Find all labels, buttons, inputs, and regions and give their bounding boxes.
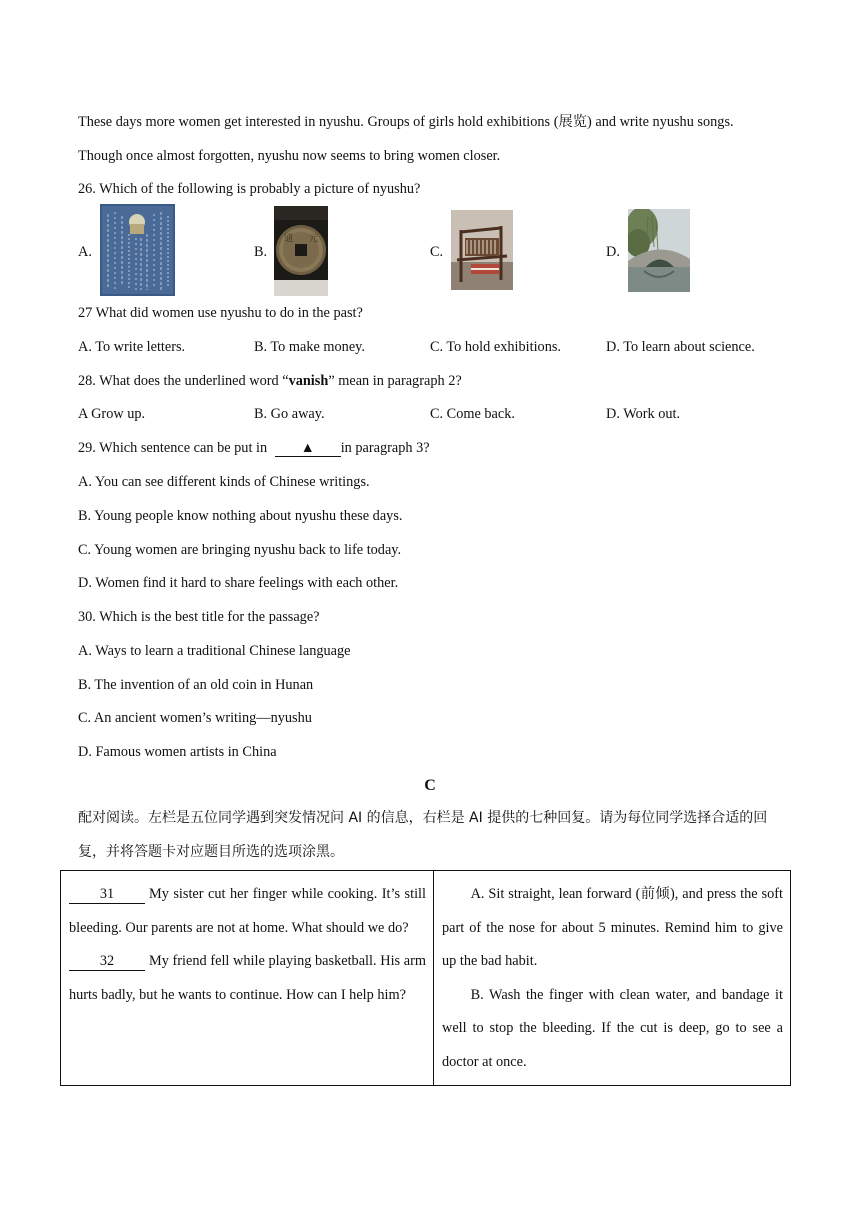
- section-heading: C: [424, 777, 436, 794]
- option-30-c[interactable]: C. An ancient women’s writing—nyushu: [78, 710, 312, 726]
- option-28-d[interactable]: D. Work out.: [606, 406, 681, 422]
- reply-b: B. Wash the finger with clean water, and bandage it well to stop the bleeding. If the cut is deep, go to see a doctor at once.: [442, 986, 783, 1070]
- nyushu-script-image: [100, 204, 175, 296]
- option-30-a[interactable]: A. Ways to learn a traditional Chinese language: [78, 643, 351, 659]
- option-28-a[interactable]: A Grow up.: [78, 406, 146, 422]
- option-29-b[interactable]: B. Young people know nothing about nyushu these days.: [78, 508, 403, 524]
- answer-blank: ▲: [275, 440, 341, 457]
- option-29-c[interactable]: C. Young women are bringing nyushu back to life today.: [78, 542, 402, 558]
- option-29-a[interactable]: A. You can see different kinds of Chinese writings.: [78, 474, 370, 490]
- question-27-options: [78, 337, 798, 357]
- question-28-stem-start: 28. What does the underlined word “: [78, 373, 289, 389]
- question-29-stem-end: in paragraph 3?: [340, 440, 430, 456]
- stone-bridge-image: [628, 209, 690, 292]
- option-28-b[interactable]: B. Go away.: [254, 406, 325, 422]
- answer-blank-32[interactable]: 32: [69, 953, 145, 971]
- question-32-text: My friend fell while playing basketball. His arm hurts badly, but he wants to continue. How can I help him?: [69, 953, 426, 1003]
- option-label: C.: [430, 244, 444, 260]
- right-column: [434, 871, 791, 1086]
- reply-a: A. Sit straight, lean forward (前倾), and press the soft part of the nose for about 5 minutes. Remind him to give up the bad habit.: [442, 886, 783, 970]
- underlined-word: vanish: [288, 373, 329, 389]
- question-29-stem: [78, 438, 430, 458]
- question-28-stem-end: ” mean in paragraph 2?: [328, 373, 462, 389]
- option-27-a[interactable]: A. To write letters.: [78, 339, 186, 355]
- question-31-text: My sister cut her finger while cooking. It’s still bleeding. Our parents are not at home. What should we do?: [69, 886, 426, 936]
- left-column: [61, 871, 434, 1086]
- question-27-stem: 27 What did women use nyushu to do in the past?: [78, 305, 363, 321]
- old-coin-image: [274, 206, 328, 296]
- section-instructions: 配对阅读。左栏是五位同学遇到突发情况问 AI 的信息，右栏是 AI 提供的七种回复。请为每位同学选择合适的回复，并将答题卡对应题目所选的选项涂黑。: [78, 810, 768, 860]
- answer-blank-31[interactable]: 31: [69, 886, 145, 904]
- loom-image: [451, 210, 513, 290]
- question-28-options: [78, 404, 798, 424]
- question-26-options: [78, 204, 798, 300]
- question-28-stem: [78, 371, 462, 391]
- question-26-stem: 26. Which of the following is probably a picture of nyushu?: [78, 181, 421, 197]
- option-label: B.: [254, 244, 268, 260]
- option-30-b[interactable]: B. The invention of an old coin in Hunan: [78, 677, 314, 693]
- option-label: D.: [606, 244, 620, 260]
- option-30-d[interactable]: D. Famous women artists in China: [78, 744, 277, 760]
- option-label: A.: [78, 244, 92, 260]
- option-29-d[interactable]: D. Women find it hard to share feelings with each other.: [78, 575, 399, 591]
- option-27-d[interactable]: D. To learn about science.: [606, 339, 755, 355]
- svg-text:通: 通: [284, 234, 294, 244]
- passage-line-2: Though once almost forgotten, nyushu now seems to bring women closer.: [78, 148, 501, 164]
- question-29-stem-start: 29. Which sentence can be put in: [78, 440, 271, 456]
- matching-table: [60, 870, 791, 1086]
- svg-text:元: 元: [309, 234, 319, 244]
- question-30-stem: 30. Which is the best title for the passage?: [78, 609, 320, 625]
- passage-line-1: These days more women get interested in nyushu. Groups of girls hold exhibitions (展览) and write nyushu songs.: [78, 114, 734, 130]
- option-28-c[interactable]: C. Come back.: [430, 406, 515, 422]
- option-27-b[interactable]: B. To make money.: [254, 339, 365, 355]
- question-32: [69, 945, 426, 1012]
- question-31: [69, 878, 426, 945]
- option-27-c[interactable]: C. To hold exhibitions.: [430, 339, 561, 355]
